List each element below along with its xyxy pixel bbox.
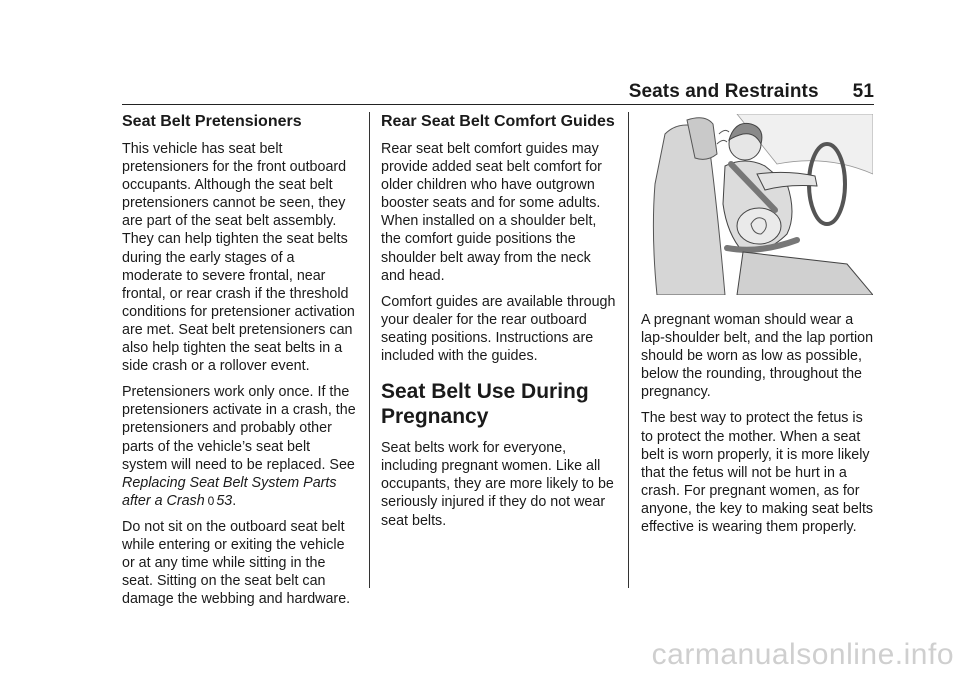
cross-reference-page[interactable]: 53 (216, 492, 233, 509)
heading-pregnancy: Seat Belt Use During Pregnancy (381, 380, 589, 429)
paragraph: Comfort guides are available through your dealer for the rear outboard seating positions. Instructions are included with the guides. (381, 293, 616, 365)
heading-pretensioners: Seat Belt Pretensioners (122, 113, 302, 130)
paragraph: This vehicle has seat belt pretensioners for the front outboard occupants. Although the seat belt pretensioners cannot be seen, they are part of the seat belt assembly. They can help tighten the seat belts during the early stages of a moderate to severe frontal, near frontal, or rear crash if the threshold conditions for pretensioner activation are met. Seat belt pretensioners can also help tighten the seat belts in a side crash or a rollover event. (122, 141, 355, 375)
heading-comfort-guides: Rear Seat Belt Comfort Guides (381, 113, 615, 130)
column-1 (122, 108, 358, 616)
cross-reference-link[interactable]: Replacing Seat Belt System Parts after a Crash (122, 474, 337, 509)
paragraph: Seat belts work for everyone, including pregnant women. Like all occupants, they are more likely to be seriously injured if they do not wear seat belts. (381, 440, 614, 529)
paragraph: Do not sit on the outboard seat belt while entering or exiting the vehicle or at any time while sitting in the seat. Sitting on the seat belt can damage the webbing and hardware. (122, 518, 351, 608)
column-2 (381, 108, 617, 538)
column-3 (641, 108, 877, 544)
paragraph-with-reference (122, 383, 358, 510)
section-title: Seats and Restraints (628, 81, 819, 102)
paragraph-text: Pretensioners work only once. If the pretensioners activate in a crash, the pretensioners and probably other parts of the vehicle’s seat belt system will need to be replaced. See (122, 384, 356, 473)
watermark: carmanualsonline.info (651, 638, 954, 671)
page-reference-icon: 0 (207, 493, 215, 508)
page-number: 51 (852, 81, 874, 102)
column-divider-2 (628, 112, 629, 588)
period: . (232, 492, 237, 509)
running-head (560, 81, 874, 103)
paragraph: The best way to protect the fetus is to protect the mother. When a seat belt is worn properly, it is more likely that the fetus will not be hurt in a crash. For pregnant women, as for anyone, the key to making seat belts effective is wearing them properly. (641, 410, 874, 536)
pregnant-woman-seat-belt-illustration-icon (647, 114, 873, 295)
column-divider-1 (369, 112, 370, 588)
paragraph: A pregnant woman should wear a lap-shoulder belt, and the lap portion should be worn as low as possible, below the rounding, throughout the pregnancy. (641, 312, 874, 401)
header-rule (122, 104, 874, 105)
paragraph: Rear seat belt comfort guides may provide added seat belt comfort for older children who have outgrown booster seats and for some adults. When installed on a shoulder belt, the comfort guide positions the shoulder belt away from the neck and head. (381, 141, 602, 284)
